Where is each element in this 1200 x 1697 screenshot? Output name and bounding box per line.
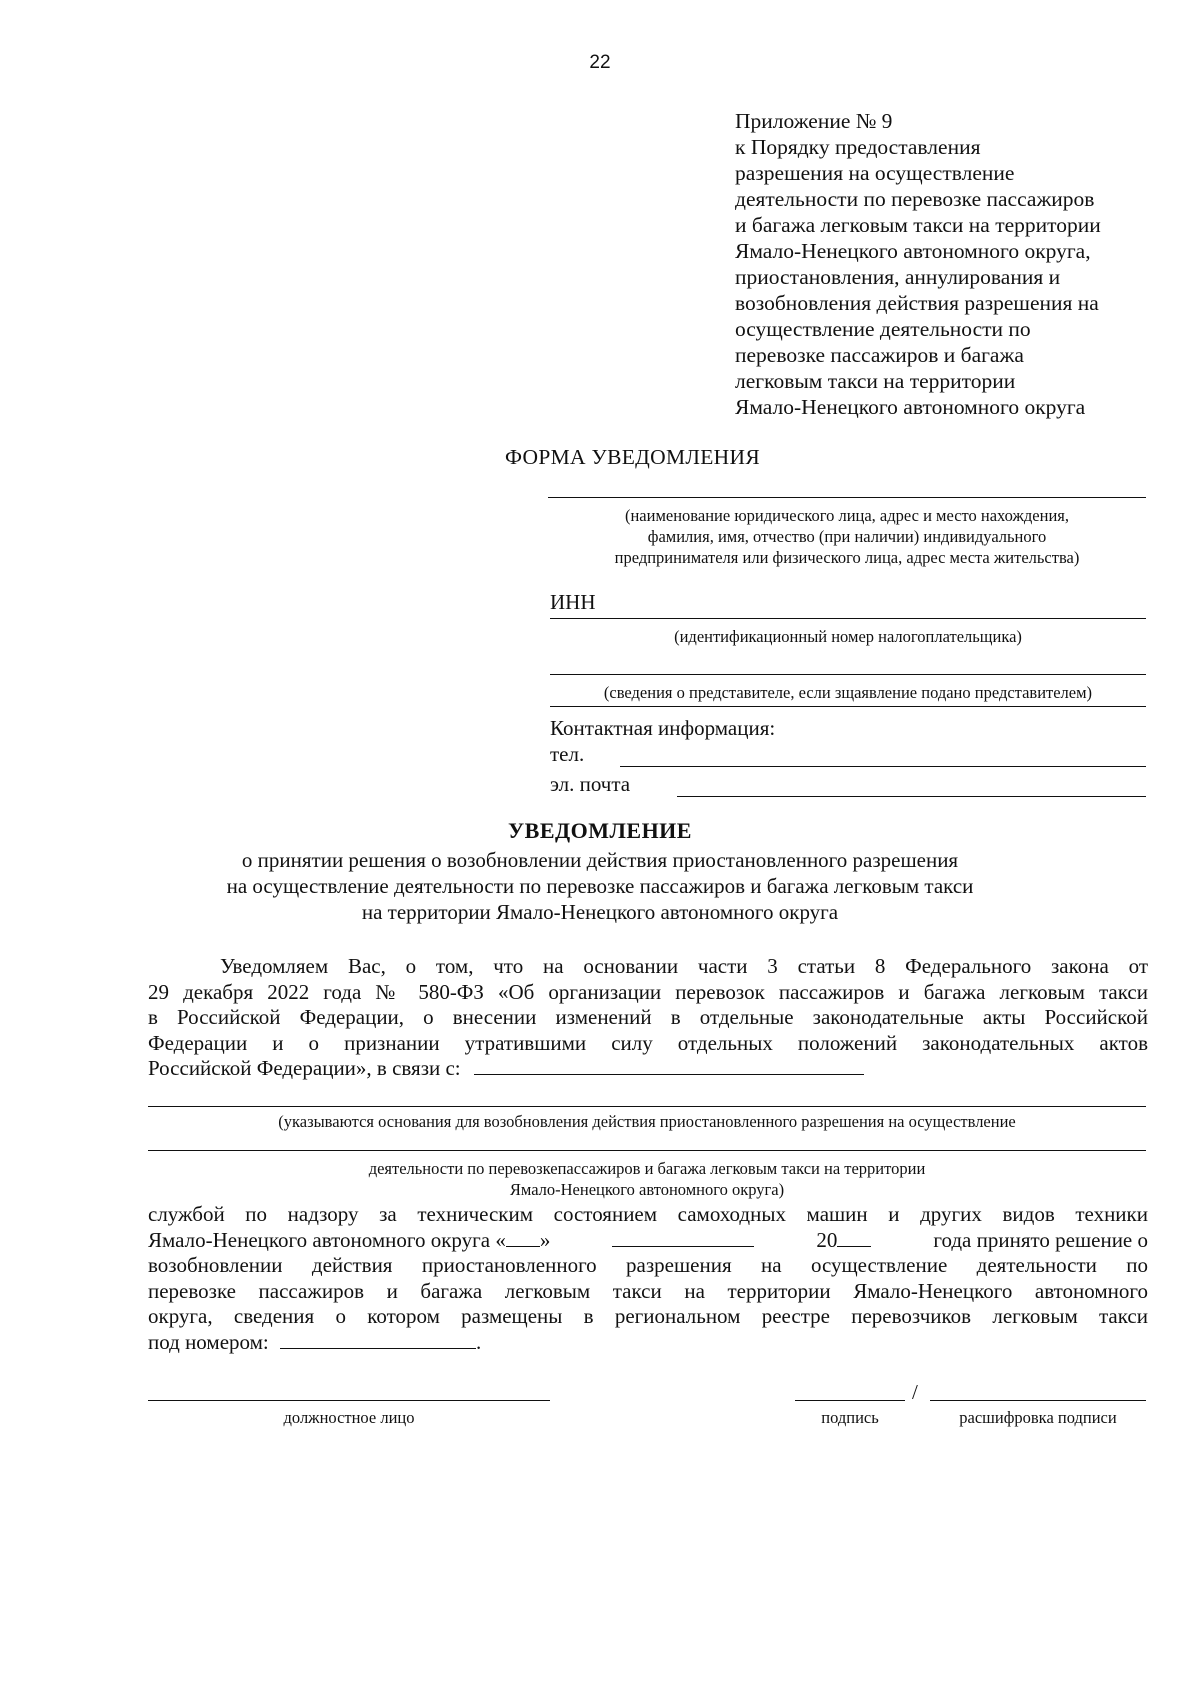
notice-title: УВЕДОМЛЕНИЕ (508, 818, 692, 843)
inn-caption: (идентификационный номер налогоплательщика) (674, 627, 1022, 646)
notice-subtitle-line: о принятии решения о возобновлении действия приостановленного разрешения (241, 848, 959, 872)
paragraph-2-line: службой по надзору за техническим состоянием самоходных машин и других видов техники (148, 1202, 1148, 1226)
paragraph-1-line: Уведомляем Вас, о том, что на основании части 3 статьи 8 Федерального закона от (220, 954, 1148, 978)
inn-label: ИНН (550, 590, 596, 614)
notice-subtitle-line: на осуществление деятельности по перевозке пассажиров и багажа легковым такси (226, 874, 974, 898)
paragraph-1-last-line (148, 1056, 1148, 1082)
official-caption: должностное лицо (283, 1408, 415, 1427)
paragraph-1 (148, 954, 1148, 1082)
reason-field-line[interactable] (474, 1056, 864, 1075)
inn-field-line[interactable] (550, 618, 1146, 619)
registry-end: . (476, 1329, 482, 1354)
form-title: ФОРМА УВЕДОМЛЕНИЯ (505, 445, 760, 469)
paragraph-1-line: в Российской Федерации, о внесении изменений в отдельные законодательные акты Российской (148, 1005, 1148, 1029)
appendix-line: Ямало-Ненецкого автономного округа (735, 395, 1086, 419)
basis-caption-2-line: деятельности по перевозкепассажиров и багажа легковым такси на территории (368, 1159, 926, 1178)
appendix-line: Ямало-Ненецкого автономного округа, (735, 239, 1091, 263)
signature-caption: подпись (821, 1408, 879, 1427)
phone-field-line[interactable] (620, 766, 1146, 767)
decoding-field-line[interactable] (930, 1400, 1146, 1401)
appendix-line: к Порядку предоставления (735, 135, 981, 159)
appendix-line: деятельности по перевозке пассажиров (735, 187, 1095, 211)
paragraph-1-line: Федерации и о признании утратившими силу отдельных положений законодательных актов (148, 1030, 1148, 1055)
representative-caption: (сведения о представителе, если зщаявление подано представителем) (603, 683, 1093, 702)
appendix-line: перевозке пассажиров и багажа (735, 343, 1024, 367)
appendix-line: и багажа легковым такси на территории (735, 213, 1101, 237)
registry-line (148, 1330, 1148, 1356)
basis-caption-2-line: Ямало-Ненецкого автономного округа) (509, 1180, 785, 1199)
paragraph-2-line: перевозке пассажиров и багажа легковым такси на территории Ямало-Ненецкого автономного (148, 1278, 1148, 1303)
paragraph-1-line: 29 декабря 2022 года № 580-ФЗ «Об организации перевозок пассажиров и багажа легковым такси (148, 979, 1148, 1004)
signature-separator: / (912, 1380, 918, 1404)
paragraph-1-last-text: Российской Федерации», в связи с: (148, 1056, 461, 1080)
month-field[interactable] (612, 1228, 754, 1247)
basis-field-line-2[interactable] (148, 1150, 1146, 1151)
applicant-caption-line: (наименование юридического лица, адрес и место нахождения, (624, 506, 1070, 525)
appendix-line: разрешения на осуществление (735, 161, 1015, 185)
basis-caption-1: (указываются основания для возобновления действия приостановленного разрешения на осуществление (278, 1112, 1016, 1131)
representative-field-line[interactable] (550, 674, 1146, 675)
year-field[interactable] (837, 1228, 871, 1247)
year-prefix: 20 (816, 1227, 838, 1252)
year-group (816, 1228, 871, 1254)
appendix-line: осуществление деятельности по (735, 317, 1031, 341)
page-number: 22 (589, 52, 611, 73)
contact-label: Контактная информация: (550, 716, 776, 740)
appendix-block (735, 108, 1175, 420)
decoding-caption: расшифровка подписи (959, 1408, 1117, 1427)
representative-underline (550, 706, 1146, 707)
phone-label: тел. (550, 742, 585, 766)
official-field-line[interactable] (148, 1400, 550, 1401)
paragraph-2-line: возобновлении действия приостановленного разрешения на осуществление деятельности по (148, 1253, 1148, 1277)
registry-label: под номером: (148, 1329, 269, 1354)
appendix-line: легковым такси на территории (735, 369, 1016, 393)
applicant-caption-line: фамилия, имя, отчество (при наличии) индивидуального (647, 527, 1047, 546)
date-line-text-1 (148, 1228, 550, 1254)
appendix-line: приостановления, аннулирования и (735, 265, 1061, 289)
day-field[interactable] (506, 1228, 540, 1247)
email-label: эл. почта (550, 772, 631, 796)
paragraph-2 (148, 1202, 1148, 1355)
notice-subtitle-line: на территории Ямало-Ненецкого автономного округа (361, 900, 839, 924)
date-line (148, 1228, 1148, 1254)
applicant-caption-line: предпринимателя или физического лица, адрес места жительства) (614, 548, 1080, 567)
basis-field-line-1[interactable] (148, 1106, 1146, 1107)
date-line-quote: » (539, 1227, 551, 1252)
email-field-line[interactable] (677, 796, 1146, 797)
registry-number-field[interactable] (280, 1330, 476, 1349)
notice-subtitle (0, 847, 1200, 925)
date-line-prefix: Ямало-Ненецкого автономного округа « (148, 1227, 506, 1252)
appendix-line: возобновления действия разрешения на (735, 291, 1099, 315)
basis-caption-2 (148, 1158, 1146, 1200)
paragraph-2-line: округа, сведения о котором размещены в региональном реестре перевозчиков легковым такси (148, 1304, 1148, 1328)
applicant-caption (548, 505, 1146, 568)
applicant-name-line[interactable] (548, 497, 1146, 498)
signature-field-line[interactable] (795, 1400, 905, 1401)
appendix-line: Приложение № 9 (735, 109, 893, 133)
date-line-suffix: года принято решение о (933, 1227, 1148, 1252)
